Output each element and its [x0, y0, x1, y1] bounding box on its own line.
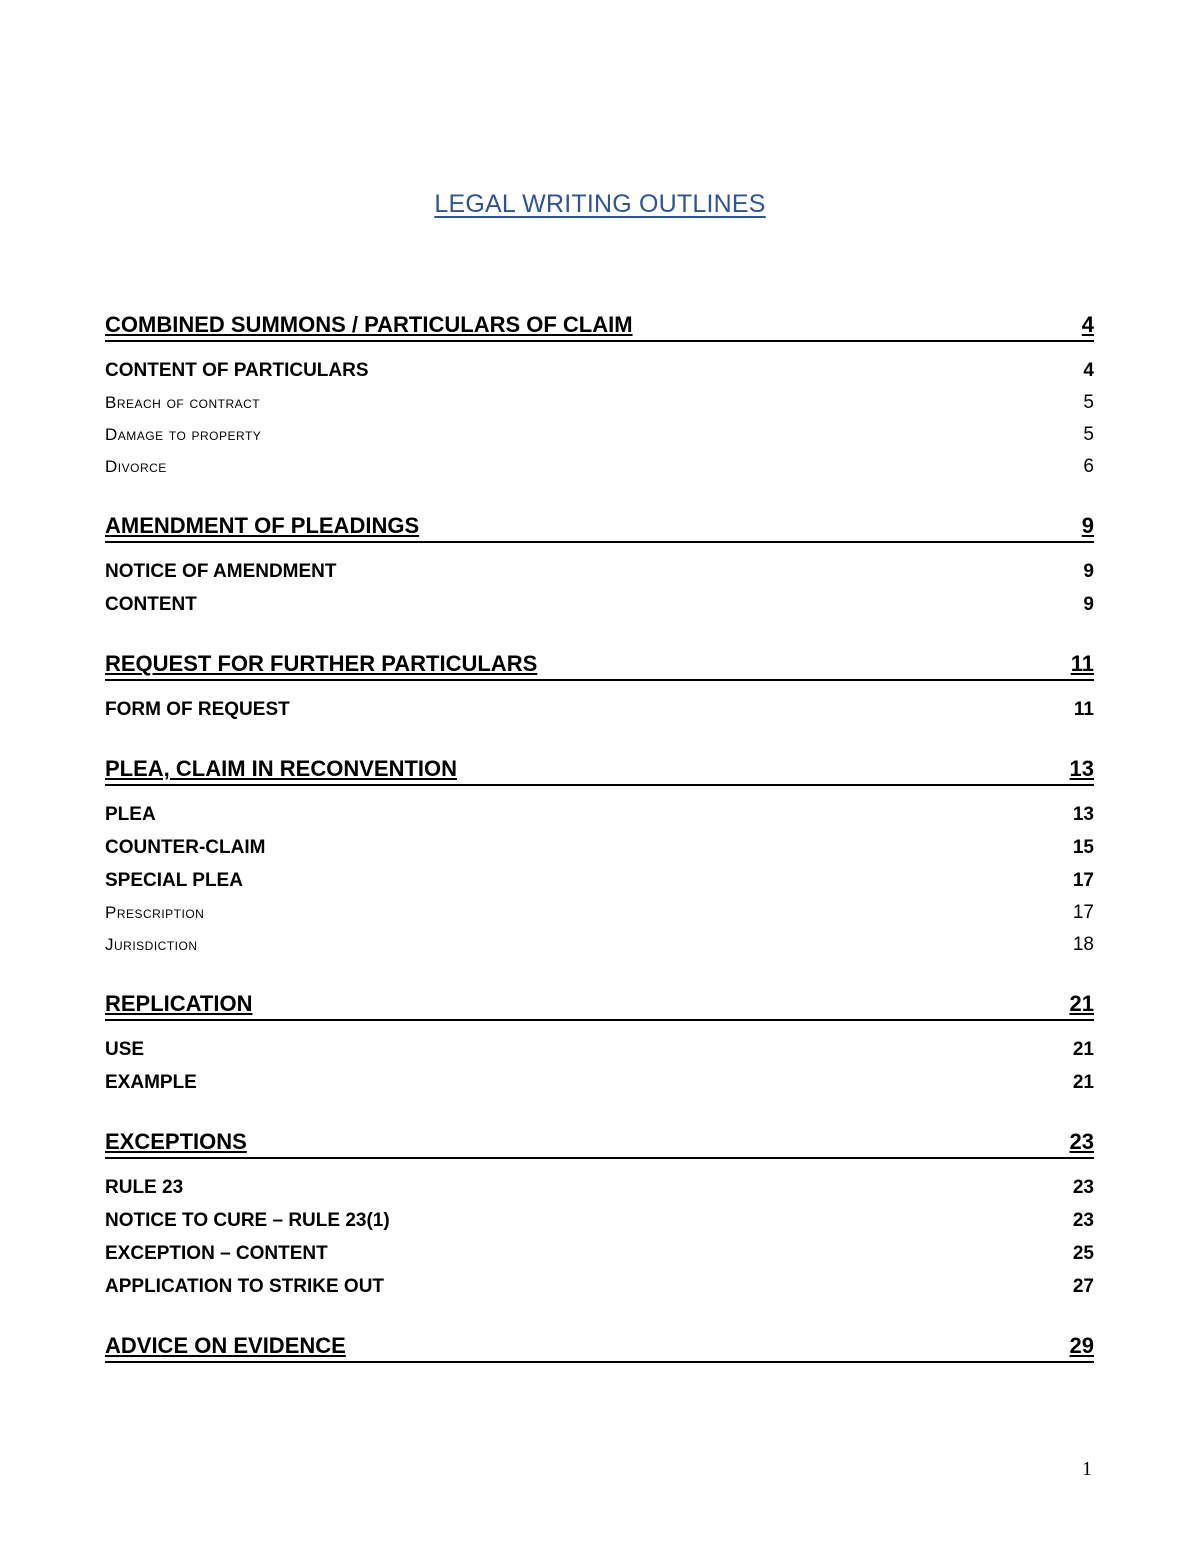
toc-entry-page: 27: [1072, 1276, 1094, 1297]
toc-subentry[interactable]: [105, 1066, 1094, 1099]
toc-subentry[interactable]: [105, 1171, 1094, 1204]
toc-entry-label: Damage to property: [105, 425, 262, 444]
toc-subsubentry[interactable]: [105, 929, 1094, 961]
toc-entry-label: FORM OF REQUEST: [105, 699, 290, 720]
toc-entry-page: 4: [1083, 360, 1094, 381]
toc-entry-label: PLEA: [105, 804, 156, 825]
toc-section-heading[interactable]: [105, 1333, 1094, 1363]
toc-subentry[interactable]: [105, 1204, 1094, 1237]
toc-subentry[interactable]: [105, 588, 1094, 621]
toc-subsubentry[interactable]: [105, 387, 1094, 419]
toc-entry-page: 23: [1072, 1210, 1094, 1231]
toc-entry-page: 9: [1083, 594, 1094, 615]
toc-entry-label: Breach of contract: [105, 393, 261, 412]
toc-section-heading[interactable]: [105, 651, 1094, 681]
toc-section-label: COMBINED SUMMONS / PARTICULARS OF CLAIM: [105, 312, 633, 337]
toc-subentry[interactable]: [105, 831, 1094, 864]
toc-section-page: 29: [1069, 1333, 1094, 1358]
toc-subentry[interactable]: [105, 1033, 1094, 1066]
toc-subsubentry[interactable]: [105, 451, 1094, 483]
toc-entry-label: RULE 23: [105, 1177, 184, 1198]
toc-section-page: 21: [1069, 991, 1094, 1016]
toc-section-heading[interactable]: [105, 1129, 1094, 1159]
toc-subentry[interactable]: [105, 798, 1094, 831]
toc-entry-label: APPLICATION TO STRIKE OUT: [105, 1276, 385, 1297]
toc-entry-label: SPECIAL PLEA: [105, 870, 243, 891]
toc-section-heading[interactable]: [105, 513, 1094, 543]
toc-entry-label: CONTENT: [105, 594, 197, 615]
toc-entry-label: Jurisdiction: [105, 935, 198, 954]
toc-section-page: 11: [1070, 651, 1094, 676]
toc-section-heading[interactable]: [105, 312, 1094, 342]
toc-section-label: ADVICE ON EVIDENCE: [105, 1333, 346, 1358]
toc-subentry[interactable]: [105, 555, 1094, 588]
toc-entry-page: 17: [1072, 870, 1094, 891]
toc-section-page: 9: [1081, 513, 1094, 538]
toc-subentry[interactable]: [105, 864, 1094, 897]
toc-entry-page: 21: [1072, 1072, 1094, 1093]
toc-entry-label: USE: [105, 1039, 145, 1060]
toc-subsubentry[interactable]: [105, 897, 1094, 929]
document-title: LEGAL WRITING OUTLINES: [434, 190, 766, 218]
toc-entry-page: 15: [1072, 837, 1094, 858]
toc-subentry[interactable]: [105, 1237, 1094, 1270]
toc-subentry[interactable]: [105, 354, 1094, 387]
toc-section-label: REQUEST FOR FURTHER PARTICULARS: [105, 651, 538, 676]
toc-section-label: REPLICATION: [105, 991, 253, 1016]
toc-entry-label: Divorce: [105, 457, 167, 476]
toc-subentry[interactable]: [105, 1270, 1094, 1303]
toc-entry-page: 25: [1072, 1243, 1094, 1264]
toc-section-heading[interactable]: [105, 756, 1094, 786]
toc-subentry[interactable]: [105, 693, 1094, 726]
toc-entry-page: 23: [1072, 1177, 1094, 1198]
toc-entry-page: 5: [1083, 392, 1094, 413]
table-of-contents: [105, 312, 1094, 1363]
toc-entry-page: 13: [1072, 804, 1094, 825]
toc-entry-page: 6: [1083, 456, 1094, 477]
toc-entry-label: NOTICE TO CURE – RULE 23(1): [105, 1210, 390, 1231]
toc-subsubentry[interactable]: [105, 419, 1094, 451]
toc-entry-label: CONTENT OF PARTICULARS: [105, 360, 369, 381]
toc-entry-page: 5: [1083, 424, 1094, 445]
toc-entry-label: EXCEPTION – CONTENT: [105, 1243, 328, 1264]
toc-entry-label: COUNTER-CLAIM: [105, 837, 266, 858]
toc-entry-page: 9: [1083, 561, 1094, 582]
toc-section-label: PLEA, CLAIM IN RECONVENTION: [105, 756, 458, 781]
page-number: 1: [1082, 1458, 1092, 1480]
toc-section-page: 23: [1069, 1129, 1094, 1154]
toc-entry-label: Prescription: [105, 903, 205, 922]
toc-section-label: AMENDMENT OF PLEADINGS: [105, 513, 420, 538]
toc-entry-label: EXAMPLE: [105, 1072, 197, 1093]
toc-section-label: EXCEPTIONS: [105, 1129, 247, 1154]
toc-entry-page: 11: [1073, 699, 1094, 720]
toc-entry-label: NOTICE OF AMENDMENT: [105, 561, 337, 582]
toc-section-page: 13: [1069, 756, 1094, 781]
toc-entry-page: 21: [1072, 1039, 1094, 1060]
toc-section-heading[interactable]: [105, 991, 1094, 1021]
toc-entry-page: 17: [1072, 902, 1094, 923]
toc-section-page: 4: [1081, 312, 1094, 337]
toc-entry-page: 18: [1072, 934, 1094, 955]
